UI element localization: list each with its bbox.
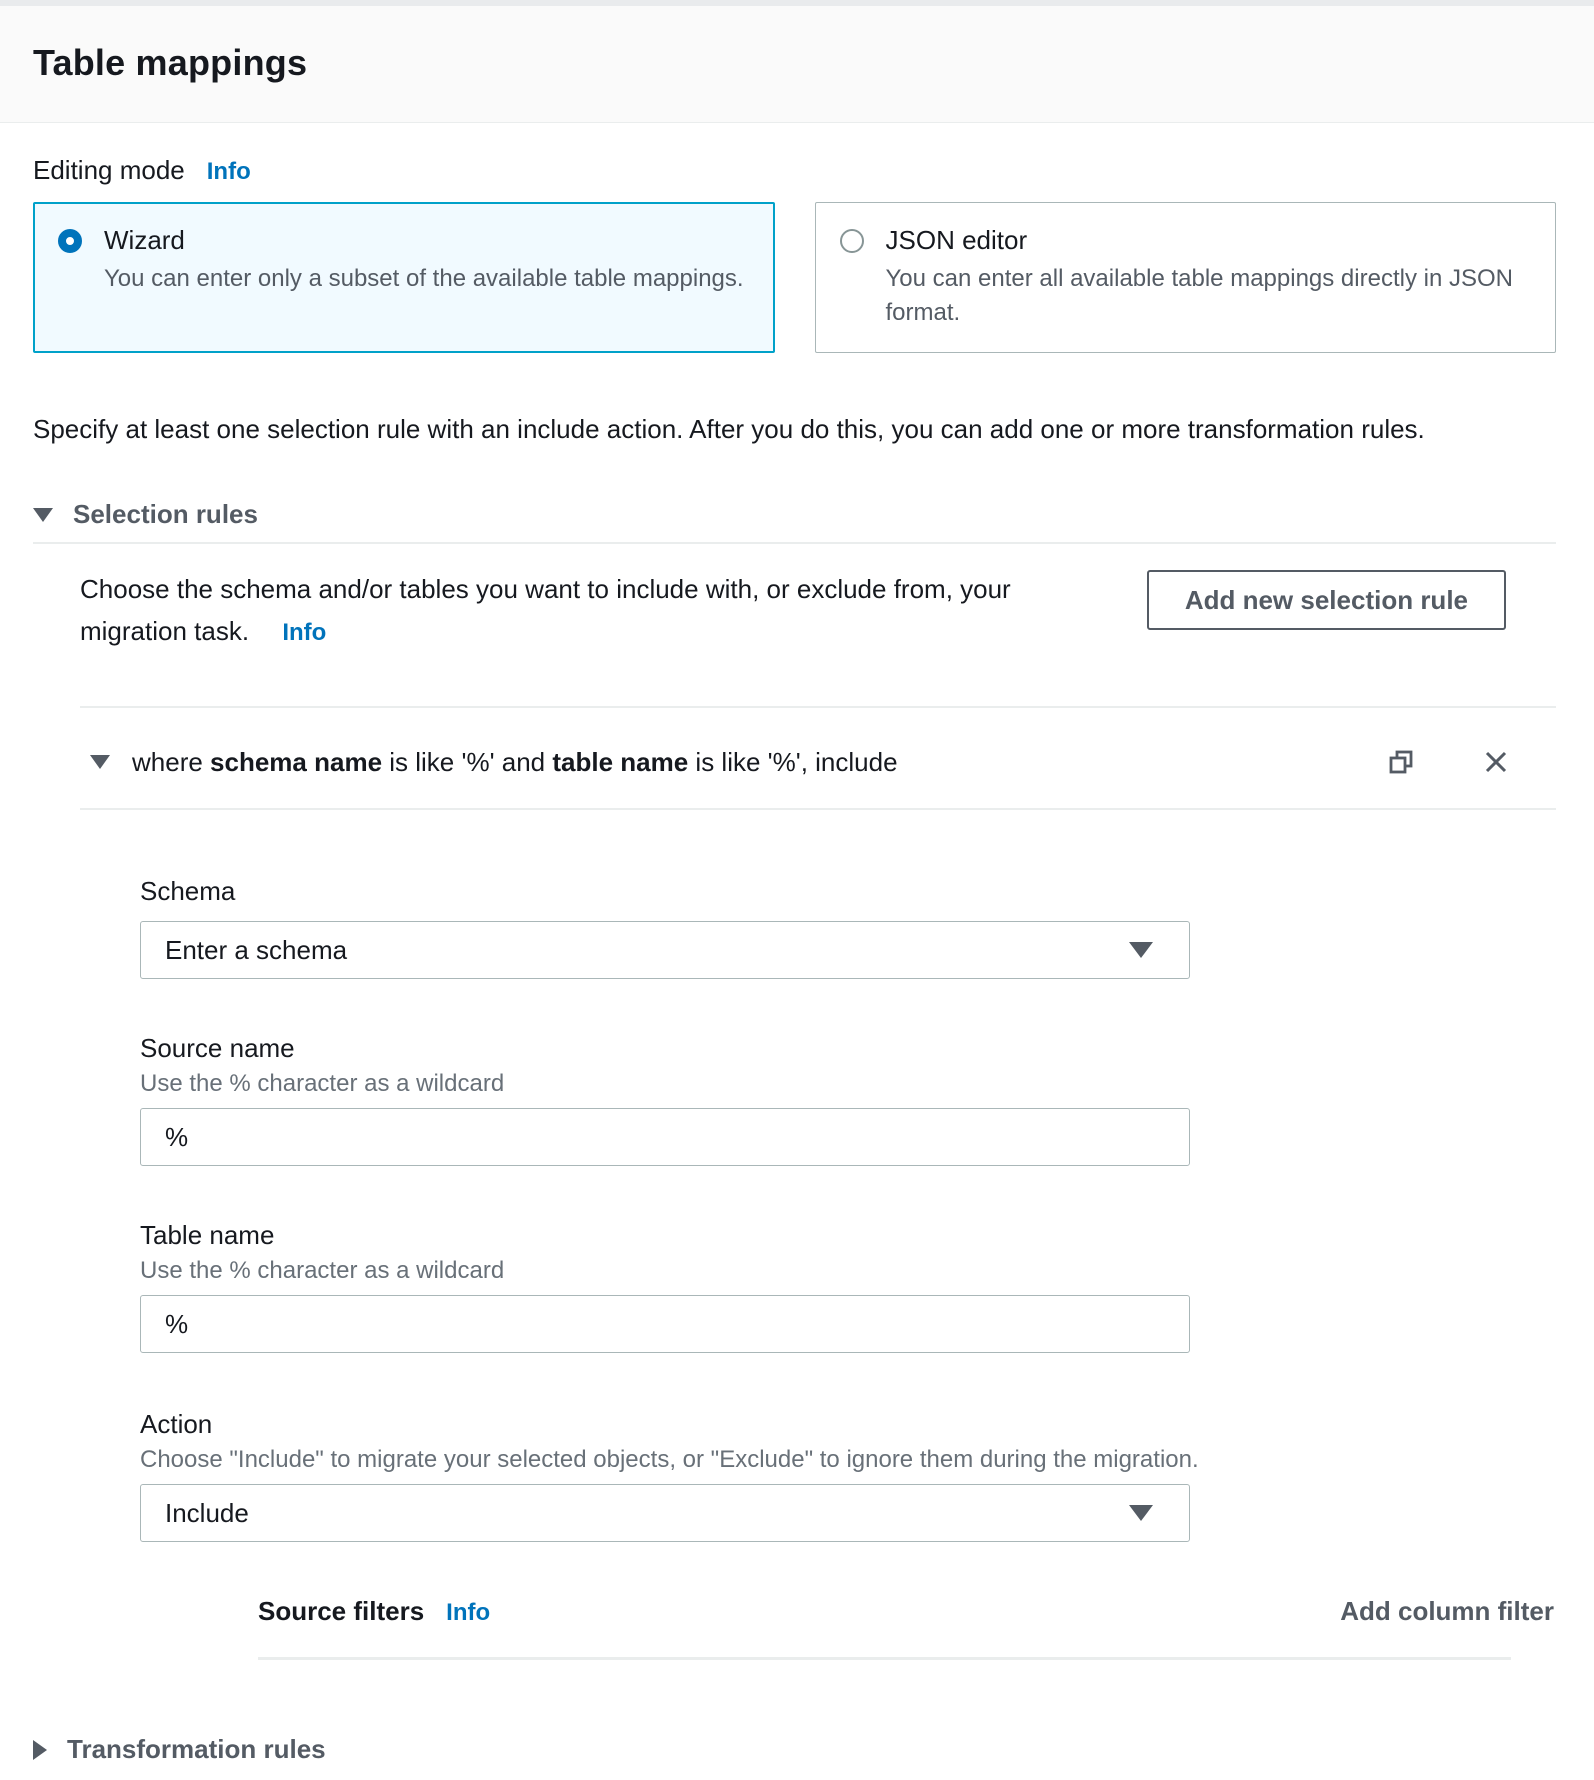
editing-mode-row <box>33 155 1556 186</box>
schema-label: Schema <box>140 876 236 906</box>
duplicate-rule-button[interactable] <box>1386 747 1416 777</box>
panel-body <box>0 123 1594 1780</box>
selection-rules-info-link[interactable]: Info <box>282 619 327 646</box>
rule-summary-prefix: where <box>132 746 211 777</box>
editing-mode-label: Editing mode <box>33 155 185 185</box>
selection-rules-intro-paragraph: Specify at least one selection rule with an include action. After you do this, you can add one or more transformation rules. <box>33 414 1425 444</box>
selection-rules-section-toggle[interactable] <box>33 499 1556 530</box>
editing-mode-option-json-editor[interactable] <box>815 202 1557 353</box>
source-name-label: Source name <box>140 1033 295 1063</box>
divider <box>258 1657 1511 1660</box>
rule-summary-suffix: is like '%', include <box>688 746 898 777</box>
schema-select[interactable] <box>140 921 1190 979</box>
source-filters-info-link[interactable]: Info <box>446 1599 491 1626</box>
remove-rule-button[interactable] <box>1480 746 1512 778</box>
rule-summary-schema-name: schema name <box>210 746 383 777</box>
action-select-value: Include <box>165 1497 249 1528</box>
action-hint: Choose "Include" to migrate your selected objects, or "Exclude" to ignore them during the migration. <box>140 1446 1199 1473</box>
add-selection-rule-button[interactable]: Add new selection rule <box>1147 570 1506 630</box>
divider <box>80 808 1556 810</box>
action-field-group <box>140 1409 1556 1542</box>
selection-rule-summary <box>132 747 1386 778</box>
source-name-field-group <box>140 1033 1556 1166</box>
chevron-down-icon <box>33 508 53 522</box>
add-column-filter-button[interactable]: Add column filter <box>1340 1596 1554 1626</box>
editing-mode-info-link[interactable]: Info <box>206 158 251 185</box>
chevron-down-icon <box>1129 942 1153 958</box>
action-select[interactable] <box>140 1484 1190 1542</box>
source-filters-row <box>258 1596 1554 1627</box>
wizard-option-description: You can enter only a subset of the available table mappings. <box>104 265 744 292</box>
selection-rules-description-text: Choose the schema and/or tables you want to include with, or exclude from, your migration task. <box>80 574 1011 646</box>
source-name-hint: Use the % character as a wildcard <box>140 1070 505 1097</box>
transformation-rules-heading: Transformation rules <box>67 1734 326 1764</box>
rule-summary-mid: is like '%' and <box>382 746 553 777</box>
page-title: Table mappings <box>33 42 308 83</box>
source-name-input[interactable] <box>140 1108 1190 1166</box>
panel-header <box>0 6 1594 123</box>
editing-mode-options <box>33 202 1556 353</box>
rule-expand-chevron-down-icon[interactable] <box>90 755 110 769</box>
chevron-right-icon <box>33 1740 47 1760</box>
schema-field-group <box>140 876 1556 979</box>
copy-icon <box>1386 747 1416 777</box>
table-name-input[interactable] <box>140 1295 1190 1353</box>
selection-rules-description <box>80 568 1090 654</box>
transformation-rules-section-toggle[interactable] <box>33 1734 1556 1765</box>
json-editor-radio[interactable] <box>840 229 864 253</box>
table-name-label: Table name <box>140 1220 275 1250</box>
json-editor-option-description: You can enter all available table mappings directly in JSON format. <box>885 265 1513 326</box>
selection-rule-form <box>33 876 1556 1627</box>
selection-rules-toolbar <box>33 568 1556 688</box>
table-name-hint: Use the % character as a wildcard <box>140 1257 505 1284</box>
wizard-radio[interactable] <box>58 229 82 253</box>
json-editor-option-header <box>840 225 1532 256</box>
selection-rules-heading: Selection rules <box>73 499 258 529</box>
table-name-field-group <box>140 1220 1556 1353</box>
wizard-option-header <box>58 225 750 256</box>
selection-rule-header <box>33 708 1556 808</box>
source-filters-label: Source filters <box>258 1596 425 1626</box>
action-label: Action <box>140 1409 213 1439</box>
json-editor-option-label: JSON editor <box>885 225 1028 255</box>
chevron-down-icon <box>1129 1505 1153 1521</box>
rule-summary-table-name: table name <box>552 746 689 777</box>
schema-select-value: Enter a schema <box>165 934 348 965</box>
editing-mode-option-wizard[interactable] <box>33 202 775 353</box>
close-icon <box>1480 746 1512 778</box>
wizard-option-label: Wizard <box>104 225 185 255</box>
divider <box>33 542 1556 544</box>
